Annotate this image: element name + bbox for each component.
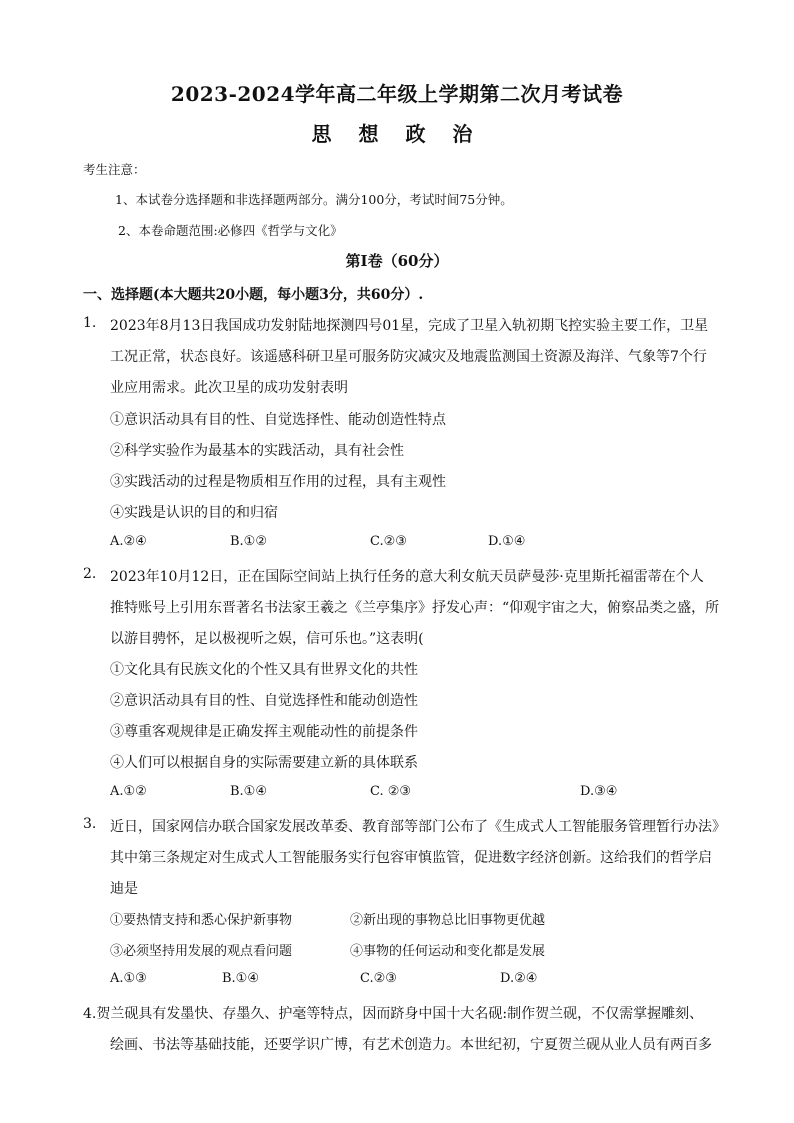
q3-option-d: D.②④: [500, 971, 538, 986]
q2-statement: ③尊重客观规律是正确发挥主观能动性的前提条件: [110, 724, 418, 740]
q3-statement: ③必须坚持用发展的观点看问题: [110, 944, 293, 959]
q1-option-a: A.②④: [110, 534, 147, 549]
q2-stem-line: 2023年10月12日，正在国际空间站上执行任务的意大利女航天员萨曼莎·克里斯托福雷蒂在个人: [110, 569, 704, 585]
q1-stem-line: 2023年8月13日我国成功发射陆地探测四号01星，完成了卫星入轨初期飞控实验主要工作，卫星: [110, 318, 709, 334]
notice-item-1: 1、本试卷分选择题和非选择题两部分。满分100分，考试时间75分钟。: [115, 192, 513, 207]
q1-option-d: D.①④: [488, 534, 526, 549]
q3-option-b: B.①④: [222, 971, 259, 986]
q1-statement: ①意识活动具有目的性、自觉选择性、能动创造性特点: [110, 412, 446, 428]
q1-statement: ④实践是认识的目的和归宿: [110, 505, 278, 521]
q3-option-a: A.①③: [110, 971, 147, 986]
exam-title: 2023-2024学年高二年级上学期第二次月考试卷: [170, 82, 624, 106]
q4-stem-line: 绘画、书法等基础技能，还要学识广博，有艺术创造力。本世纪初，宁夏贺兰砚从业人员有两百多: [110, 1037, 712, 1053]
q2-statement: ①文化具有民族文化的个性又具有世界文化的共性: [110, 662, 418, 678]
q3-statement: ④事物的任何运动和变化都是发展: [350, 944, 546, 959]
q3-statement: ①要热情支持和悉心保护新事物: [110, 913, 293, 928]
q1-statement: ③实践活动的过程是物质相互作用的过程，具有主观性: [110, 474, 446, 490]
q2-stem-line: 以游目骋怀，足以极视听之娱，信可乐也。”这表明(: [110, 631, 424, 647]
q2-stem-line: 推特账号上引用东晋著名书法家王羲之《兰亭集序》抒发心声：“仰观宇宙之大，俯察品类之盛，所: [110, 600, 720, 616]
q3-stem-line: 近日，国家网信办联合国家发展改革委、教育部等部门公布了《生成式人工智能服务管理暂行办法》: [110, 819, 726, 835]
q3-statement: ②新出现的事物总比旧事物更优越: [350, 913, 546, 928]
notice-item-2: 2、本卷命题范围:必修四《哲学与文化》: [118, 223, 343, 238]
q3-stem-line: 其中第三条规定对生成式人工智能服务实行包容审慎监管，促进数字经济创新。这给我们的哲学启: [110, 850, 712, 866]
q4-stem-line: 4.贺兰砚具有发墨快、存墨久、护毫等特点，因而跻身中国十大名砚:制作贺兰砚，不仅需掌握雕刻、: [83, 1006, 704, 1022]
q3-stem-line: 迪是: [110, 881, 138, 897]
q3-number: 3.: [83, 816, 97, 832]
q2-statement: ④人们可以根据自身的实际需要建立新的具体联系: [110, 755, 418, 771]
q2-option-c: C. ②③: [370, 784, 412, 799]
q3-option-c: C.②③: [360, 971, 397, 986]
q1-number: 1.: [83, 315, 97, 331]
q1-option-b: B.①②: [230, 534, 267, 549]
q1-statement: ②科学实验作为最基本的实践活动，具有社会性: [110, 443, 404, 459]
q2-number: 2.: [83, 566, 97, 582]
notice-heading: 考生注意：: [83, 162, 146, 177]
part1-heading: 第Ⅰ卷（60分）: [345, 252, 449, 270]
q2-option-a: A.①②: [110, 784, 147, 799]
section-heading: 一、选择题(本大题共20小题，每小题3分，共60分）.: [83, 287, 424, 303]
q2-option-d: D.③④: [580, 784, 618, 799]
exam-subject: 思 想 政 治: [311, 122, 483, 146]
q2-statement: ②意识活动具有目的性、自觉选择性和能动创造性: [110, 693, 418, 709]
q1-option-c: C.②③: [370, 534, 407, 549]
q1-stem-line: 工况正常，状态良好。该遥感科研卫星可服务防灾减灾及地震监测国土资源及海洋、气象等7个行: [110, 349, 707, 365]
q2-option-b: B.①④: [230, 784, 267, 799]
q1-stem-line: 业应用需求。此次卫星的成功发射表明: [110, 380, 348, 396]
